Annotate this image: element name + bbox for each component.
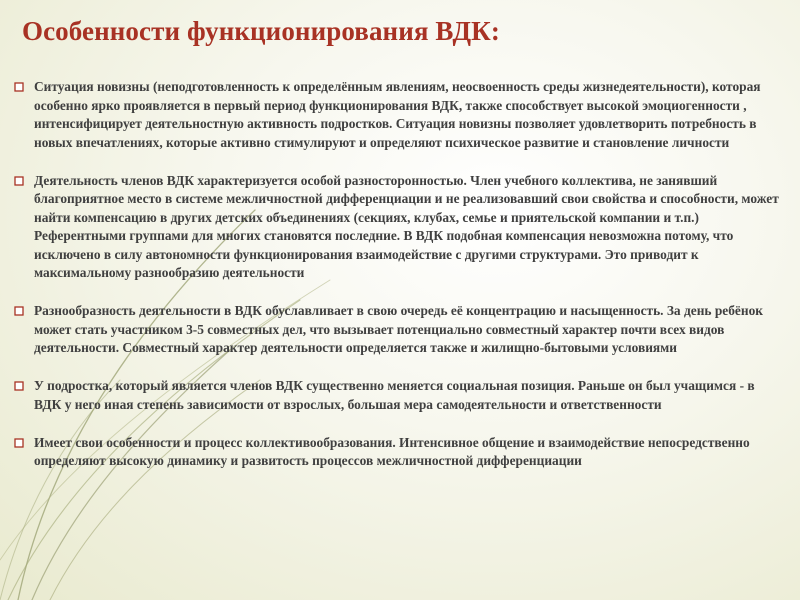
list-item bbox=[14, 434, 780, 471]
list-item-text: У подростка, который является членов ВДК существенно меняется социальная позиция. Раньше он был учащимся - в ВДК у него иная степень зависимости от взрослых, большая мера самодеятельности и ответственности bbox=[34, 378, 755, 412]
hollow-square-bullet-icon bbox=[14, 172, 28, 190]
hollow-square-bullet-icon bbox=[14, 434, 28, 452]
bullet-list bbox=[14, 78, 780, 490]
hollow-square-bullet-icon bbox=[14, 302, 28, 320]
list-item bbox=[14, 302, 780, 358]
slide-title: Особенности функционирования ВДК: bbox=[22, 16, 500, 46]
list-item-text: Разнообразность деятельности в ВДК обуславливает в свою очередь её концентрацию и насыщенность. За день ребёнок может стать участником 3-5 совместных дел, что вызывает потенциально совместный характер почти всех видов деятельности. Совместный характер деятельности определяется также и жилищно-бытовыми условиями bbox=[34, 303, 763, 355]
list-item-text: Имеет свои особенности и процесс коллективообразования. Интенсивное общение и взаимодействие непосредственно определяют высокую динамику и развитость процессов межличностной дифференциации bbox=[34, 434, 750, 468]
list-item bbox=[14, 377, 780, 414]
list-item bbox=[14, 78, 780, 152]
list-item bbox=[14, 172, 780, 283]
list-item-text: Ситуация новизны (неподготовленность к определённым явлениям, неосвоенность среды жизнедеятельности), которая особенно ярко проявляется в первый период функционирования ВДК, также способствует высокой эмоциогенности , интенсифицирует деятельностную активность подростков. Ситуация новизны позволяет удовлетворить потребность в новых впечатлениях, которые активно стимулируют и определяют психическое развитие и становление личности bbox=[34, 79, 761, 150]
list-item-text: Деятельность членов ВДК характеризуется особой разносторонностью. Член учебного коллектива, не занявший благоприятное место в системе межличностной дифференциации и не реализовавший свои свойства и способности, может найти компенсацию в других детских объединениях (секциях, клубах, семье и приятельской компании и т.п.) Референтными группами для многих становятся последние. В ВДК подобная компенсация невозможна потому, что исключено в силу автономности функционирования взаимодействие с другими структурами. Это приводит к максимальному разнообразию деятельности bbox=[34, 172, 779, 280]
hollow-square-bullet-icon bbox=[14, 78, 28, 96]
hollow-square-bullet-icon bbox=[14, 377, 28, 395]
